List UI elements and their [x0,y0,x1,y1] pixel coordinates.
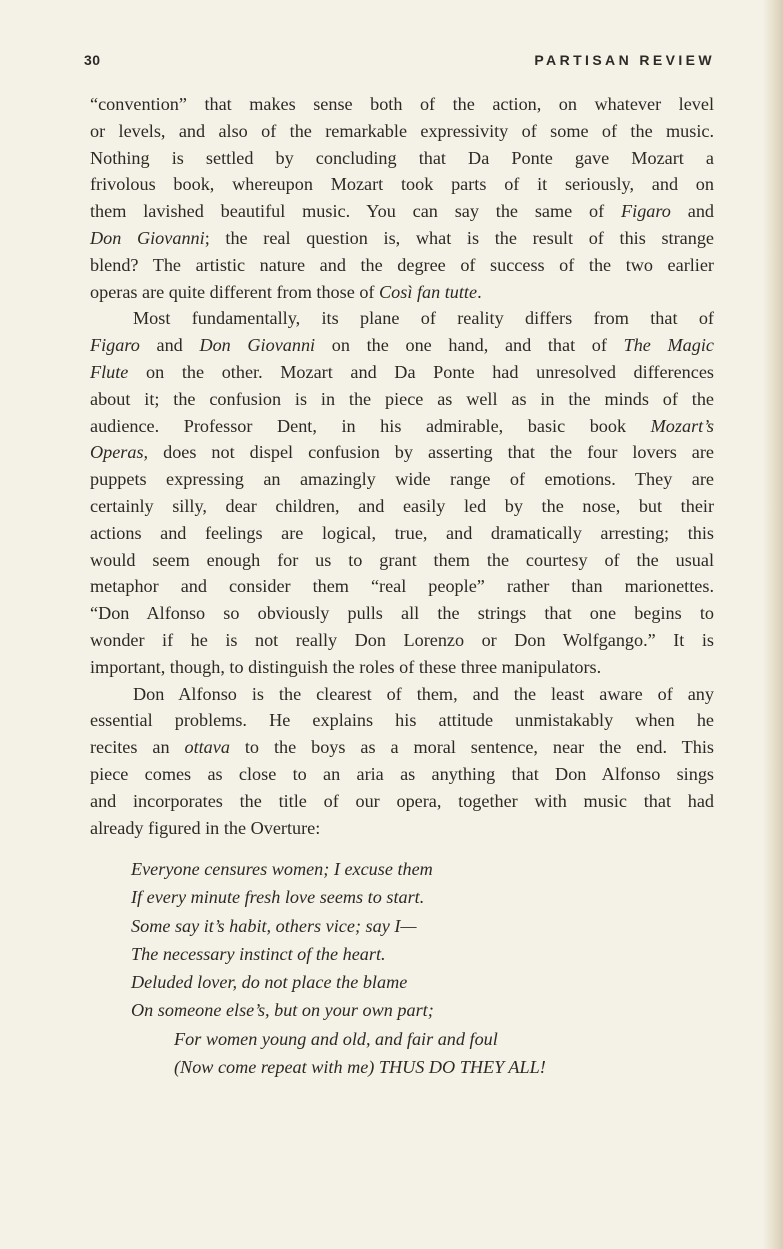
text-line [90,493,714,520]
text-run: . [477,281,482,302]
text-line [90,573,714,600]
verse-line: On someone else’s, but on your own part; [131,1000,434,1021]
italic-text: Così fan tutte [379,281,478,302]
text-line [90,734,714,761]
text-run: and [670,201,715,222]
text-run: or levels, and also of the remarkable expressivity of some of the music. [90,120,714,141]
text-line [90,547,714,574]
text-run: already figured in the Overture: [90,817,321,838]
text-run: operas are quite different from those of [90,281,380,302]
text-run: Don Alfonso is the clearest of them, and the least aware of any [133,683,714,704]
italic-text: Operas, [90,442,149,463]
article-body [90,91,714,841]
text-run: recites an [90,737,185,758]
page-edge [763,0,783,1249]
text-run: puppets expressing an amazingly wide range of emotions. They are [90,469,714,490]
verse-line: Deluded lover, do not place the blame [131,972,408,993]
text-run: and [139,335,200,356]
text-line [90,225,714,252]
text-run: on the one hand, and that of [315,335,624,356]
text-line [90,145,714,172]
text-run: piece comes as close to an aria as anything that Don Alfonso sings [90,763,714,784]
verse-line: (Now come repeat with me) THUS DO THEY ALL! [174,1057,546,1078]
text-line [90,413,714,440]
italic-text: Don Giovanni [199,335,316,356]
paragraph [90,305,714,680]
italic-text: ottava [184,737,230,758]
text-run: actions and feelings are logical, true, and dramatically arresting; this [90,522,714,543]
text-run: to the boys as a moral sentence, near the end. This [229,737,714,758]
text-line [90,359,714,386]
text-line [90,91,714,118]
text-run: and incorporates the title of our opera, together with music that had [90,790,714,811]
text-line [90,815,714,842]
verse-line: Some say it’s habit, others vice; say I— [131,915,417,936]
text-line [90,332,714,359]
paragraph [90,91,714,305]
verse-line: If every minute fresh love seems to start. [131,887,425,908]
journal-title: PARTISAN REVIEW [534,52,715,68]
text-line [90,386,714,413]
text-run: “Don Alfonso so obviously pulls all the strings that one begins to [90,603,714,624]
text-line [90,520,714,547]
page-number: 30 [84,52,101,68]
text-line [90,198,714,225]
text-run: them lavished beautiful music. You can say the same of [90,201,622,222]
text-line [90,252,714,279]
text-run: certainly silly, dear children, and easily led by the nose, but their [90,495,714,516]
text-run: blend? The artistic nature and the degree of success of the two earlier [90,254,714,275]
italic-text: The Magic [623,335,714,356]
text-run: metaphor and consider them “real people” rather than marionettes. [90,576,714,597]
italic-text: Mozart’s [650,415,714,436]
text-line [90,681,714,708]
text-run: frivolous book, whereupon Mozart took parts of it seriously, and on [90,174,714,195]
text-run: Nothing is settled by concluding that Da Ponte gave Mozart a [90,147,714,168]
text-line [90,788,714,815]
text-run: on the other. Mozart and Da Ponte had unresolved differences [128,361,714,382]
text-line [90,466,714,493]
text-line [90,439,714,466]
text-line [90,279,714,306]
text-run: ; the real question is, what is the result of this strange [204,227,714,248]
text-line [90,305,714,332]
text-run: about it; the confusion is in the piece as well as in the minds of the [90,388,714,409]
text-run: essential problems. He explains his attitude unmistakably when he [90,710,714,731]
verse-line: For women young and old, and fair and foul [174,1028,498,1049]
verse-line: The necessary instinct of the heart. [131,943,386,964]
text-line [90,627,714,654]
text-run: would seem enough for us to grant them the courtesy of the usual [90,549,714,570]
text-line [90,654,714,681]
text-run: Most fundamentally, its plane of reality differs from that of [133,308,714,329]
paragraph [90,681,714,842]
text-line [90,707,714,734]
italic-text: Figaro [621,201,671,222]
text-line [90,600,714,627]
text-line [90,118,714,145]
text-run: audience. Professor Dent, in his admirable, basic book [90,415,651,436]
text-run: wonder if he is not really Don Lorenzo or Don Wolfgango.” It is [90,629,714,650]
text-line [90,761,714,788]
italic-text: Flute [90,361,129,382]
italic-text: Don Giovanni [90,227,205,248]
text-run: important, though, to distinguish the roles of these three manipulators. [90,656,602,677]
text-run: “convention” that makes sense both of the action, on whatever level [90,94,714,114]
running-head [84,52,715,72]
text-line [90,171,714,198]
quoted-verse [131,855,721,1081]
text-run: does not dispel confusion by asserting that the four lovers are [148,442,714,463]
italic-text: Figaro [90,335,140,356]
verse-line: Everyone censures women; I excuse them [131,859,433,879]
